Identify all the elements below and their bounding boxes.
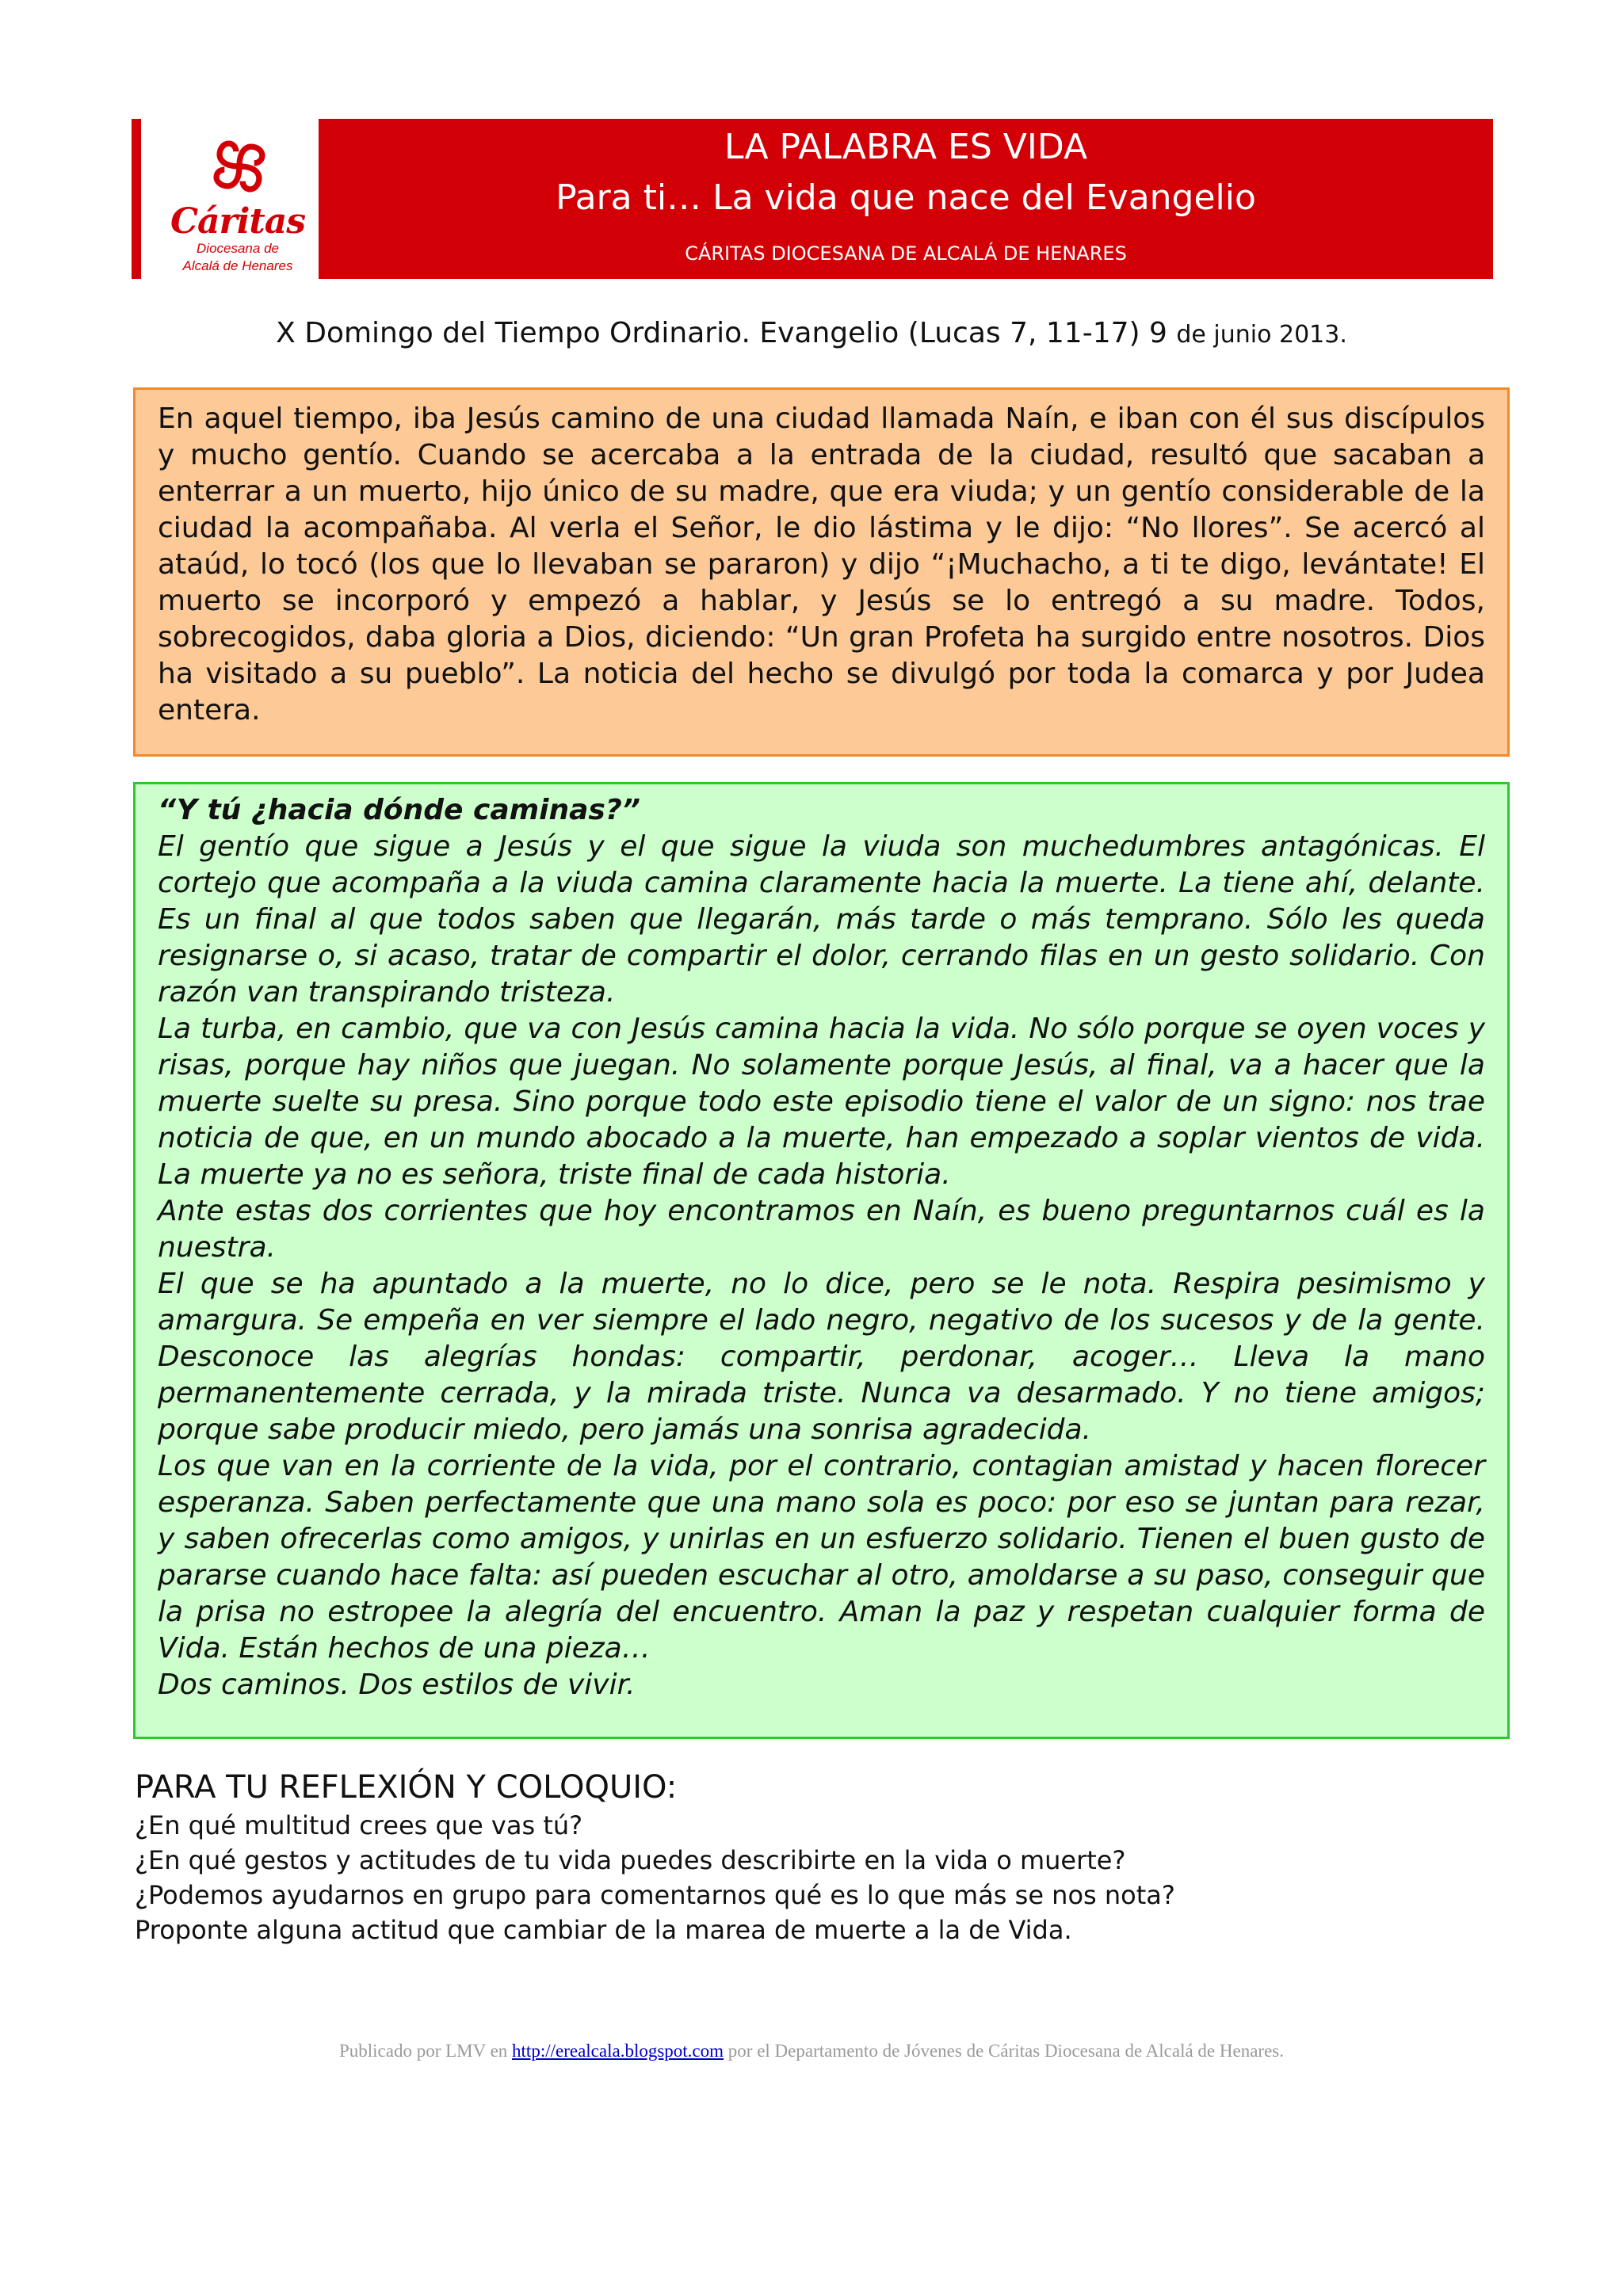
reflection-title: “Y tú ¿hacia dónde caminas?”	[158, 794, 640, 826]
gospel-text: En aquel tiempo, iba Jesús camino de una ciudad llamada Naín, e iban con él sus discípulos y mucho gentío. Cuando se acercaba a la entrada de la ciudad, resultó que sacaban a enterrar a un muerto, hijo único de su madre, que era viuda; y un gentío considerable de la ciudad la acompañaba. Al verla el Señor, le dio lástima y le dijo: “No llores”. Se acercó al ataúd, lo tocó (los que lo llevaban se pararon) y dijo “¡Muchacho, a ti te digo, levántate! El muerto se incorporó y empezó a hablar, y Jesús se lo entregó a su madre. Todos, sobrecogidos, daba gloria a Dios, diciendo: “Un gran Profeta ha surgido entre nosotros. Dios ha visitado a su pueblo”. La noticia del hecho se divulgó por toda la comarca y por Judea entera.	[158, 402, 1485, 727]
logo-wordmark: Cáritas	[170, 201, 306, 242]
question-item: ¿Podemos ayudarnos en grupo para comentarnos qué es lo que más se nos nota?	[135, 1880, 1175, 1910]
header-banner	[132, 119, 1493, 279]
questions-section	[135, 1767, 1506, 1947]
gospel-date: de junio 2013.	[1176, 321, 1347, 349]
reflection-paragraph: El gentío que sigue a Jesús y el que sigue la viuda son muchedumbres antagónicas. El cortejo que acompaña a la viuda camina claramente hacia la muerte. La tiene ahí, delante. Es un final al que todos saben que llegarán, más tarde o más temprano. Sólo les queda resignarse o, si acaso, tratar de compartir el dolor, cerrando filas en un gesto solidario. Con razón van transpirando tristeza.	[158, 830, 1485, 1009]
footer-suffix: por el Departamento de Jóvenes de Cáritas Diocesana de Alcalá de Henares.	[724, 2041, 1284, 2061]
gospel-box	[133, 387, 1510, 757]
caritas-logo	[132, 119, 319, 279]
question-item: ¿En qué multitud crees que vas tú?	[135, 1810, 583, 1840]
gospel-reference: X Domingo del Tiempo Ordinario. Evangelio (Lucas 7, 11-17) 9	[276, 317, 1167, 349]
questions-heading: PARA TU REFLEXIÓN Y COLOQUIO:	[135, 1769, 678, 1806]
organization-name: CÁRITAS DIOCESANA DE ALCALÁ DE HENARES	[685, 242, 1127, 265]
logo-subtitle-2: Alcalá de Henares	[182, 258, 293, 273]
reflection-paragraph: La turba, en cambio, que va con Jesús camina hacia la vida. No sólo porque se oyen voces y risas, porque hay niños que juegan. No solamente porque Jesús, al final, va a hacer que la muerte suelte su presa. Sino porque todo este episodio tiene el valor de un signo: nos trae noticia de que, en un mundo abocado a la muerte, han empezado a soplar vientos de vida. La muerte ya no es señora, triste final de cada historia.	[158, 1013, 1485, 1191]
reflection-paragraph: Dos caminos. Dos estilos de vivir.	[158, 1669, 636, 1701]
question-item: Proponte alguna actitud que cambiar de la marea de muerte a la de Vida.	[135, 1915, 1072, 1945]
footer-prefix: Publicado por LMV en	[338, 2041, 513, 2061]
page-subtitle: Para ti… La vida que nace del Evangelio	[556, 177, 1256, 218]
footer	[0, 2041, 1623, 2061]
blog-link[interactable]: http://erealcala.blogspot.com	[512, 2041, 724, 2061]
liturgical-date-line	[0, 317, 1623, 349]
logo-subtitle-1: Diocesana de	[197, 241, 279, 256]
page-title: LA PALABRA ES VIDA	[724, 127, 1088, 167]
reflection-paragraph: Los que van en la corriente de la vida, por el contrario, contagian amistad y hacen florecer esperanza. Saben perfectamente que una mano sola es poco: por eso se juntan para rezar, y saben ofrecerlas como amigos, y unirlas en un esfuerzo solidario. Tienen el buen gusto de pararse cuando hace falta: así pueden escuchar al otro, amoldarse a su paso, conseguir que la prisa no estropee la alegría del encuentro. Aman la paz y respetan cualquier forma de Vida. Están hechos de una pieza…	[158, 1450, 1485, 1665]
reflection-box	[133, 782, 1510, 1739]
caritas-cross-icon	[198, 125, 281, 208]
reflection-paragraph: El que se ha apuntado a la muerte, no lo dice, pero se le nota. Respira pesimismo y amargura. Se empeña en ver siempre el lado negro, negativo de los sucesos y de la gente. Desconoce las alegrías hondas: compartir, perdonar, acoger… Lleva la mano permanentemente cerrada, y la mirada triste. Nunca va desarmado. Y no tiene amigos; porque sabe producir miedo, pero jamás una sonrisa agradecida.	[158, 1268, 1485, 1446]
reflection-paragraph: Ante estas dos corrientes que hoy encontramos en Naín, es bueno preguntarnos cuál es la nuestra.	[158, 1195, 1485, 1264]
question-item: ¿En qué gestos y actitudes de tu vida puedes describirte en la vida o muerte?	[135, 1845, 1126, 1875]
